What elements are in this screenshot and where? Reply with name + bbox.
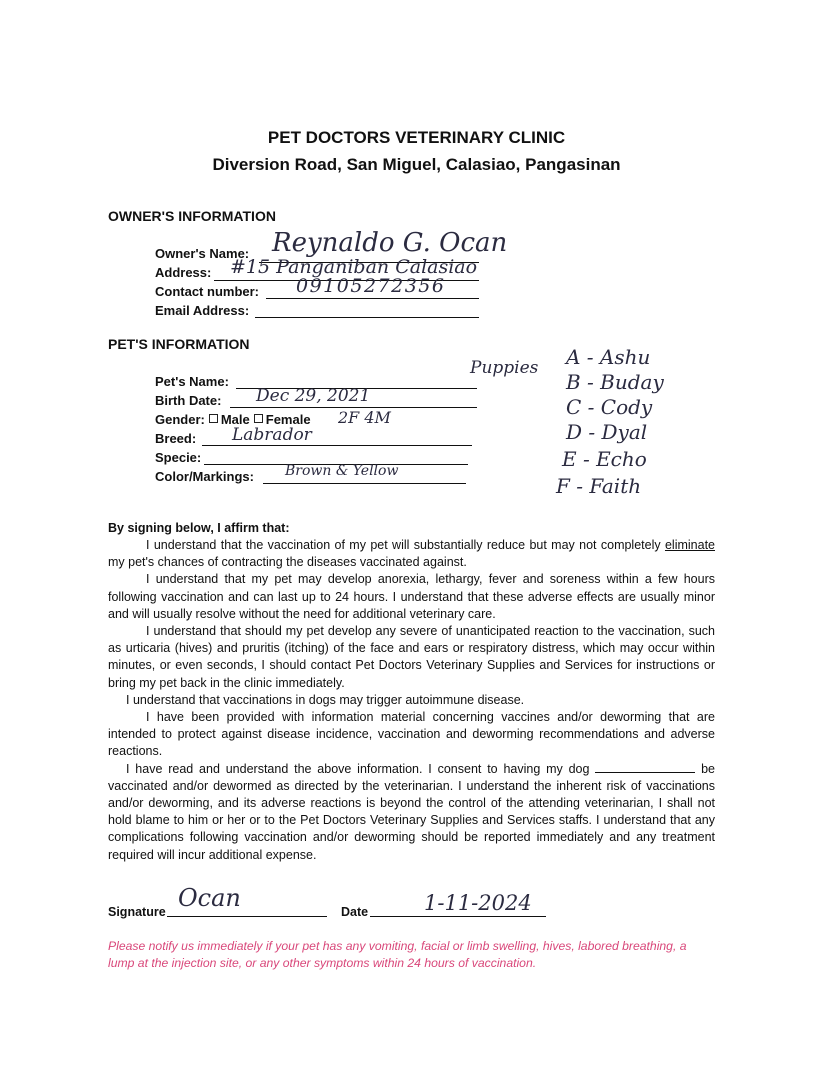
affirm-paragraph: I understand that my pet may develop anorexia, lethargy, fever and soreness within a few hours following vaccination and can last up to 24 hours. I understand that these adverse effects are usually minor and will usually resolve without the need for additional veterinary care. [108, 572, 715, 621]
eliminate-underlined: eliminate [664, 538, 715, 552]
contact-value: 09105272356 [296, 275, 446, 297]
pet-name-label: Pet's Name: [155, 374, 229, 389]
male-label: Male [220, 412, 250, 427]
email-label: Email Address: [155, 303, 250, 318]
address-label: Address: [155, 265, 212, 280]
puppies-label: Puppies [470, 358, 539, 378]
puppy-item: E - Echo [562, 447, 647, 471]
affirm-heading: By signing below, I affirm that: [108, 521, 290, 535]
male-checkbox[interactable] [209, 414, 218, 423]
puppy-item: C - Cody [566, 395, 653, 419]
address-value: #15 Panganiban Calasiao [230, 256, 478, 278]
affirm-paragraph: I understand that vaccinations in dogs may trigger autoimmune disease. [126, 692, 525, 707]
birth-date-label: Birth Date: [155, 393, 222, 408]
date-line[interactable] [370, 916, 546, 917]
date-label: Date [341, 905, 369, 919]
birth-date-value: Dec 29, 2021 [256, 386, 371, 406]
owner-section-title: OWNER'S INFORMATION [108, 208, 276, 224]
owner-name-value: Reynaldo G. Ocan [272, 228, 508, 258]
contact-line[interactable] [266, 298, 479, 299]
affirm-paragraph: I have read and understand the above information. I consent to having my dog be vaccinated and/or dewormed as directed by the veterinarian. I understand the inherent risk of vaccinations and/or deworming, and its adverse reactions is beyond the control of the attending veterinarian, I shall not hold blame to him or her or to the Pet Doctors Veterinary Supplies and Services staffs. I understand that any complications following vaccination and/or deworming should be reported immediately and any treatment required will incur additional expense. [108, 761, 715, 862]
affirm-paragraph: I have been provided with information material concerning vaccines and/or deworming that are intended to protect against disease incidence, vaccination and deworming recommendations and adverse reactions. [108, 710, 715, 759]
affirm-paragraph: I understand that the vaccination of my pet will substantially reduce but may not completely eliminate my pet's chances of contracting the diseases vaccinated against. [108, 538, 715, 570]
affirm-body [108, 537, 715, 864]
notify-note: Please notify us immediately if your pet has any vomiting, facial or limb swelling, hives, labored breathing, a lump at the injection site, or any other symptoms within 24 hours of vaccination. [108, 939, 687, 970]
puppy-item: F - Faith [556, 474, 642, 498]
breed-line[interactable] [202, 445, 472, 446]
clinic-address: Diversion Road, San Miguel, Calasiao, Pangasinan [212, 155, 621, 174]
puppy-item: D - Dyal [566, 420, 648, 444]
pet-section-title: PET'S INFORMATION [108, 336, 250, 352]
gender-label: Gender: [155, 412, 205, 427]
signature-line[interactable] [167, 916, 327, 917]
female-label: Female [265, 412, 311, 427]
signature-value: Ocan [178, 884, 241, 912]
specie-label: Specie: [155, 450, 202, 465]
clinic-name: PET DOCTORS VETERINARY CLINIC [267, 128, 566, 147]
puppy-item: A - Ashu [566, 345, 651, 369]
puppy-item: B - Buday [566, 370, 664, 394]
date-value: 1-11-2024 [424, 891, 532, 915]
color-line[interactable] [263, 483, 466, 484]
color-value: Brown & Yellow [285, 463, 399, 479]
color-label: Color/Markings: [155, 469, 254, 484]
breed-value: Labrador [232, 425, 312, 445]
female-checkbox[interactable] [254, 414, 263, 423]
breed-label: Breed: [155, 431, 197, 446]
dog-name-blank[interactable] [595, 762, 695, 773]
gender-note: 2F 4M [338, 408, 391, 427]
owner-name-label: Owner's Name: [155, 246, 250, 261]
contact-label: Contact number: [155, 284, 259, 299]
email-line[interactable] [255, 317, 479, 318]
signature-label: Signature [108, 905, 166, 919]
affirm-paragraph: I understand that should my pet develop any severe of unanticipated reaction to the vaccination, such as urticaria (hives) and pruritis (itching) of the face and ears or respiratory distress, which may occur within minutes, or even seconds, I should contact Pet Doctors Veterinary Supplies and Services for instructions or bring my pet back in the clinic immediately. [108, 624, 715, 690]
